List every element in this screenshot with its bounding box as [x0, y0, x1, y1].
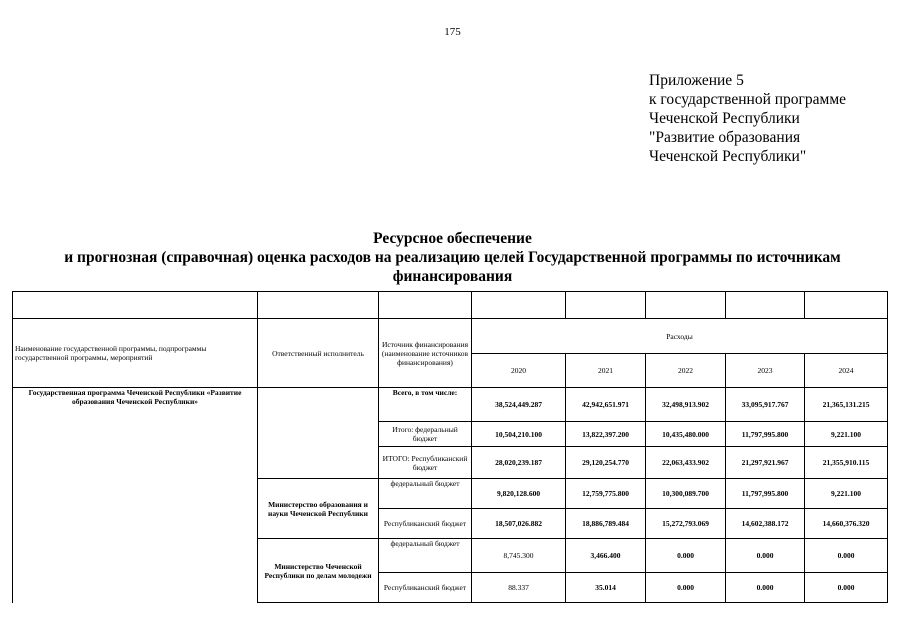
appendix-line: "Развитие образования: [649, 129, 801, 146]
source-cell: Республиканский бюджет: [379, 509, 472, 539]
value-cell: 10,504,210.100: [472, 422, 566, 447]
value-cell: 35.014: [566, 573, 646, 603]
header-executor: Ответственный исполнитель: [258, 319, 379, 388]
source-cell: Всего, в том числе:: [379, 388, 472, 422]
header-source: Источник финансирования (наименование источников финансирования): [379, 319, 472, 388]
source-cell: федеральный бюджет: [379, 539, 472, 573]
value-cell: 13,822,397.200: [566, 422, 646, 447]
value-cell: 0.000: [646, 539, 726, 573]
document-title: [0, 229, 905, 286]
value-cell: 11,797,995.800: [726, 479, 805, 509]
title-line: Ресурсное обеспечение: [373, 230, 532, 247]
value-cell: 38,524,449.287: [472, 388, 566, 422]
value-cell: 14,602,388.172: [726, 509, 805, 539]
empty-row: [13, 292, 888, 319]
appendix-line: к государственной программе: [649, 91, 847, 108]
program-name: Государственная программа Чеченской Республики «Развитие образования Чеченской Республики»: [13, 388, 258, 603]
value-cell: 21,297,921.967: [726, 447, 805, 479]
executor-name: Министерство Чеченской Республики по делам молодежи: [258, 539, 379, 603]
value-cell: 9,820,128.600: [472, 479, 566, 509]
source-cell: федеральный бюджет: [379, 479, 472, 509]
appendix-line: Чеченской Республики": [649, 148, 807, 165]
value-cell: 10,300,089.700: [646, 479, 726, 509]
source-cell: ИТОГО: Республиканский бюджет: [379, 447, 472, 479]
year-header: 2020: [472, 354, 566, 388]
header-expenses: Расходы: [472, 319, 888, 354]
value-cell: 0.000: [726, 573, 805, 603]
year-header: 2022: [646, 354, 726, 388]
appendix-line: Чеченской Республики: [649, 110, 800, 127]
table-row: [13, 388, 888, 422]
value-cell: 3,466.400: [566, 539, 646, 573]
value-cell: 9,221.100: [805, 422, 888, 447]
header-row: [13, 319, 888, 354]
source-cell: Итого: федеральный бюджет: [379, 422, 472, 447]
value-cell: 11,797,995.800: [726, 422, 805, 447]
value-cell: 0.000: [646, 573, 726, 603]
value-cell: 88.337: [472, 573, 566, 603]
year-header: 2024: [805, 354, 888, 388]
value-cell: 0.000: [726, 539, 805, 573]
value-cell: 12,759,775.800: [566, 479, 646, 509]
value-cell: 15,272,793.069: [646, 509, 726, 539]
year-header: 2023: [726, 354, 805, 388]
budget-table: [12, 291, 888, 603]
value-cell: 29,120,254.770: [566, 447, 646, 479]
header-name: Наименование государственной программы, подпрограммы государственной программы, мероприятий: [13, 319, 258, 388]
value-cell: 21,365,131.215: [805, 388, 888, 422]
value-cell: 33,095,917.767: [726, 388, 805, 422]
value-cell: 0.000: [805, 573, 888, 603]
value-cell: 42,942,651.971: [566, 388, 646, 422]
title-line: финансирования: [392, 268, 513, 285]
appendix-line: Приложение 5: [649, 72, 744, 89]
value-cell: 32,498,913.902: [646, 388, 726, 422]
page-number: 175: [444, 26, 461, 38]
year-header: 2021: [566, 354, 646, 388]
executor-empty: [258, 388, 379, 479]
value-cell: 22,063,433.902: [646, 447, 726, 479]
value-cell: 18,886,789.484: [566, 509, 646, 539]
appendix-note: [649, 71, 846, 166]
value-cell: 18,507,026.882: [472, 509, 566, 539]
value-cell: 8,745.300: [472, 539, 566, 573]
value-cell: 0.000: [805, 539, 888, 573]
value-cell: 9,221.100: [805, 479, 888, 509]
value-cell: 28,020,239.187: [472, 447, 566, 479]
source-cell: Республиканский бюджет: [379, 573, 472, 603]
value-cell: 14,660,376.320: [805, 509, 888, 539]
value-cell: 10,435,480.000: [646, 422, 726, 447]
executor-name: Министерство образования и науки Чеченской Республики: [258, 479, 379, 539]
title-line: и прогнозная (справочная) оценка расходов на реализацию целей Государственной программы по источникам: [64, 249, 841, 266]
value-cell: 21,355,910.115: [805, 447, 888, 479]
